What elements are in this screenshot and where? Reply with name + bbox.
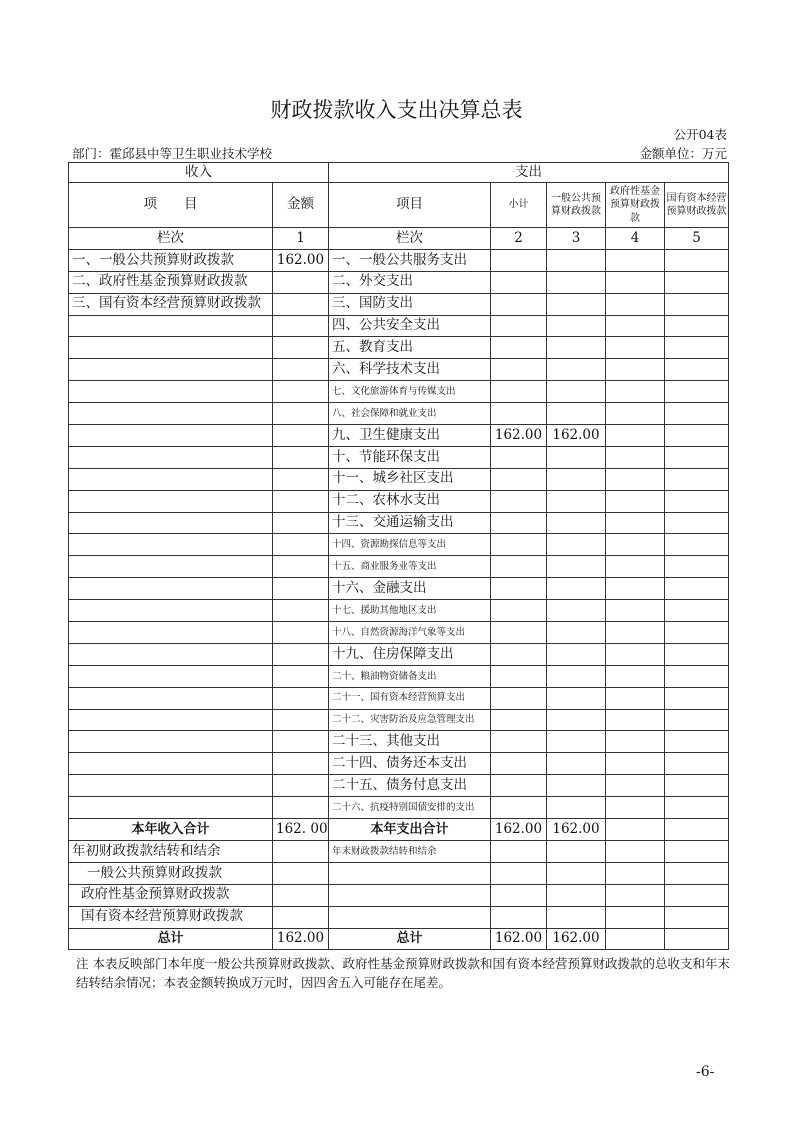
expense-state-capital xyxy=(665,731,729,753)
expense-header: 支出 xyxy=(329,163,729,183)
expense-subtotal xyxy=(491,643,547,665)
table-row xyxy=(69,425,729,447)
carryover-value xyxy=(547,906,606,928)
carryover-income-amount xyxy=(273,862,329,884)
grand-total-row xyxy=(69,928,729,950)
expense-fund-budget xyxy=(606,381,665,403)
expense-total-label: 本年支出合计 xyxy=(329,819,491,841)
income-item xyxy=(69,753,273,775)
carryover-value xyxy=(491,862,547,884)
table-row xyxy=(69,359,729,381)
expense-state-capital xyxy=(665,709,729,731)
expense-state-capital xyxy=(665,753,729,775)
expense-state-capital xyxy=(665,687,729,709)
column-label: 栏次 xyxy=(69,228,273,250)
carryover-expense-item xyxy=(329,862,491,884)
income-amount xyxy=(273,446,329,468)
expense-subtotal xyxy=(491,731,547,753)
carryover-income-amount xyxy=(273,840,329,862)
expense-subtotal xyxy=(491,249,547,271)
carryover-income-item: 国有资本经营预算财政拨款 xyxy=(69,906,273,928)
income-item xyxy=(69,622,273,644)
expense-general-budget xyxy=(547,687,606,709)
expense-subtotal xyxy=(491,359,547,381)
state-capital-header: 国有资本经营预算财政拨款 xyxy=(665,183,729,228)
column-3: 3 xyxy=(547,228,606,250)
expense-fund-budget xyxy=(606,687,665,709)
table-row xyxy=(69,315,729,337)
expense-item: 十、节能环保支出 xyxy=(329,446,491,468)
table-row xyxy=(69,293,729,315)
carryover-row xyxy=(69,906,729,928)
income-amount xyxy=(273,337,329,359)
income-item xyxy=(69,337,273,359)
income-item xyxy=(69,534,273,556)
income-item: 二、政府性基金预算财政拨款 xyxy=(69,271,273,293)
expense-general-budget xyxy=(547,293,606,315)
general-budget-header: 一般公共预算财政拨款 xyxy=(547,183,606,228)
income-amount xyxy=(273,359,329,381)
income-item xyxy=(69,797,273,819)
expense-item: 九、卫生健康支出 xyxy=(329,425,491,447)
expense-subtotal xyxy=(491,775,547,797)
expense-subtotal xyxy=(491,534,547,556)
expense-state-capital xyxy=(665,315,729,337)
expense-item: 四、公共安全支出 xyxy=(329,315,491,337)
expense-state-capital xyxy=(665,249,729,271)
column-1: 1 xyxy=(273,228,329,250)
income-item xyxy=(69,359,273,381)
table-row xyxy=(69,687,729,709)
expense-fund-budget xyxy=(606,425,665,447)
income-item xyxy=(69,425,273,447)
expense-state-capital xyxy=(665,271,729,293)
carryover-row xyxy=(69,862,729,884)
income-amount xyxy=(273,293,329,315)
expense-state-capital xyxy=(665,490,729,512)
expense-item: 二十四、债务还本支出 xyxy=(329,753,491,775)
expense-item: 二十六、抗疫特别国债安排的支出 xyxy=(329,797,491,819)
income-amount xyxy=(273,709,329,731)
expense-state-capital xyxy=(665,381,729,403)
income-item: 三、国有资本经营预算财政拨款 xyxy=(69,293,273,315)
expense-subtotal xyxy=(491,337,547,359)
expense-state-capital xyxy=(665,425,729,447)
header-row-columns xyxy=(69,183,729,228)
expense-state-capital xyxy=(665,337,729,359)
expense-total-state xyxy=(665,819,729,841)
expense-general-budget xyxy=(547,643,606,665)
expense-subtotal xyxy=(491,578,547,600)
expense-general-budget xyxy=(547,271,606,293)
expense-general-budget xyxy=(547,249,606,271)
carryover-row xyxy=(69,840,729,862)
income-item-header: 项 目 xyxy=(69,183,273,228)
expense-general-budget xyxy=(547,512,606,534)
table-row xyxy=(69,797,729,819)
expense-item: 五、教育支出 xyxy=(329,337,491,359)
carryover-income-amount xyxy=(273,884,329,906)
table-row xyxy=(69,446,729,468)
fund-budget-header: 政府性基金预算财政拨款 xyxy=(606,183,665,228)
carryover-expense-item xyxy=(329,884,491,906)
expense-item: 十八、自然资源海洋气象等支出 xyxy=(329,622,491,644)
expense-subtotal: 162.00 xyxy=(491,425,547,447)
expense-item: 二、外交支出 xyxy=(329,271,491,293)
department-label: 部门：霍邱县中等卫生职业技术学校 xyxy=(72,146,273,161)
expense-fund-budget xyxy=(606,731,665,753)
expense-state-capital xyxy=(665,293,729,315)
expense-fund-budget xyxy=(606,775,665,797)
column-4: 4 xyxy=(606,228,665,250)
income-item xyxy=(69,381,273,403)
carryover-expense-item: 年末财政拨款结转和结余 xyxy=(329,840,491,862)
carryover-value xyxy=(547,862,606,884)
expense-general-budget xyxy=(547,468,606,490)
carryover-value xyxy=(491,906,547,928)
carryover-value xyxy=(665,906,729,928)
income-amount xyxy=(273,622,329,644)
table-row xyxy=(69,643,729,665)
form-number: 公开04表 xyxy=(673,127,727,142)
expense-fund-budget xyxy=(606,446,665,468)
table-row xyxy=(69,271,729,293)
expense-fund-budget xyxy=(606,293,665,315)
column-2: 2 xyxy=(491,228,547,250)
income-amount xyxy=(273,468,329,490)
expense-total-subtotal: 162.00 xyxy=(491,819,547,841)
carryover-value xyxy=(606,906,665,928)
expense-fund-budget xyxy=(606,753,665,775)
income-item xyxy=(69,446,273,468)
expense-item: 二十、粮油物资储备支出 xyxy=(329,665,491,687)
expense-general-budget xyxy=(547,753,606,775)
expense-subtotal xyxy=(491,687,547,709)
expense-general-budget xyxy=(547,709,606,731)
table-row xyxy=(69,534,729,556)
expense-general-budget xyxy=(547,578,606,600)
expense-subtotal xyxy=(491,753,547,775)
expense-total-label: 总计 xyxy=(329,928,491,950)
expense-general-budget: 162.00 xyxy=(547,425,606,447)
table-row xyxy=(69,622,729,644)
expense-subtotal xyxy=(491,315,547,337)
expense-general-budget xyxy=(547,446,606,468)
expense-subtotal xyxy=(491,622,547,644)
income-amount xyxy=(273,271,329,293)
table-row xyxy=(69,403,729,425)
income-amount xyxy=(273,665,329,687)
income-header: 收入 xyxy=(69,163,329,183)
expense-item: 八、社会保障和就业支出 xyxy=(329,403,491,425)
income-item xyxy=(69,468,273,490)
table-row xyxy=(69,249,729,271)
income-item: 一、一般公共预算财政拨款 xyxy=(69,249,273,271)
income-total-label: 总计 xyxy=(69,928,273,950)
carryover-value xyxy=(606,884,665,906)
expense-fund-budget xyxy=(606,578,665,600)
carryover-value xyxy=(665,840,729,862)
expense-general-budget xyxy=(547,337,606,359)
expense-state-capital xyxy=(665,622,729,644)
expense-item: 六、科学技术支出 xyxy=(329,359,491,381)
income-item xyxy=(69,731,273,753)
carryover-value xyxy=(606,862,665,884)
expense-fund-budget xyxy=(606,600,665,622)
income-amount xyxy=(273,425,329,447)
income-amount: 162.00 xyxy=(273,249,329,271)
expense-item: 二十二、灾害防治及应急管理支出 xyxy=(329,709,491,731)
expense-general-budget xyxy=(547,556,606,578)
expense-state-capital xyxy=(665,578,729,600)
expense-subtotal xyxy=(491,490,547,512)
expense-subtotal xyxy=(491,403,547,425)
table-row xyxy=(69,600,729,622)
income-amount xyxy=(273,315,329,337)
table-row xyxy=(69,512,729,534)
page-number: -6- xyxy=(696,1064,715,1080)
unit-label: 金额单位：万元 xyxy=(639,146,727,161)
expense-item: 十六、金融支出 xyxy=(329,578,491,600)
column-label-2: 栏次 xyxy=(329,228,491,250)
expense-state-capital xyxy=(665,643,729,665)
expense-general-budget xyxy=(547,600,606,622)
income-amount xyxy=(273,797,329,819)
income-item xyxy=(69,600,273,622)
income-amount xyxy=(273,403,329,425)
expense-state-capital xyxy=(665,512,729,534)
expense-subtotal xyxy=(491,446,547,468)
carryover-value xyxy=(547,840,606,862)
expense-subtotal xyxy=(491,381,547,403)
income-item xyxy=(69,556,273,578)
expense-fund-budget xyxy=(606,512,665,534)
expense-general-budget xyxy=(547,315,606,337)
expense-item: 十三、交通运输支出 xyxy=(329,512,491,534)
expense-general-budget xyxy=(547,403,606,425)
column-5: 5 xyxy=(665,228,729,250)
carryover-value xyxy=(665,884,729,906)
income-amount xyxy=(273,534,329,556)
amount-header: 金额 xyxy=(273,183,329,228)
income-item xyxy=(69,403,273,425)
year-total-row xyxy=(69,819,729,841)
expense-fund-budget xyxy=(606,709,665,731)
expense-total-subtotal: 162.00 xyxy=(491,928,547,950)
expense-fund-budget xyxy=(606,490,665,512)
income-amount xyxy=(273,643,329,665)
expense-subtotal xyxy=(491,797,547,819)
income-item xyxy=(69,665,273,687)
carryover-row xyxy=(69,884,729,906)
expense-item: 七、文化旅游体育与传媒支出 xyxy=(329,381,491,403)
income-amount xyxy=(273,490,329,512)
table-row xyxy=(69,381,729,403)
expense-fund-budget xyxy=(606,359,665,381)
carryover-expense-item xyxy=(329,906,491,928)
income-amount xyxy=(273,381,329,403)
income-amount xyxy=(273,775,329,797)
expense-fund-budget xyxy=(606,797,665,819)
table-row xyxy=(69,490,729,512)
income-amount xyxy=(273,731,329,753)
expense-subtotal xyxy=(491,271,547,293)
table-row xyxy=(69,709,729,731)
income-total-amount: 162. 00 xyxy=(273,819,329,841)
expense-state-capital xyxy=(665,468,729,490)
carryover-income-item: 政府性基金预算财政拨款 xyxy=(69,884,273,906)
expense-subtotal xyxy=(491,709,547,731)
expense-item: 十五、商业服务业等支出 xyxy=(329,556,491,578)
expense-fund-budget xyxy=(606,556,665,578)
expense-fund-budget xyxy=(606,534,665,556)
income-item xyxy=(69,578,273,600)
income-item xyxy=(69,315,273,337)
income-amount xyxy=(273,578,329,600)
carryover-value xyxy=(491,840,547,862)
page-title: 财政拨款收入支出决算总表 xyxy=(270,98,523,122)
expense-state-capital xyxy=(665,359,729,381)
income-item xyxy=(69,490,273,512)
expense-item-header: 项目 xyxy=(329,183,491,228)
expense-item: 二十五、债务付息支出 xyxy=(329,775,491,797)
expense-item: 十一、城乡社区支出 xyxy=(329,468,491,490)
income-amount xyxy=(273,753,329,775)
expense-total-state xyxy=(665,928,729,950)
expense-item: 二十三、其他支出 xyxy=(329,731,491,753)
expense-state-capital xyxy=(665,556,729,578)
income-amount xyxy=(273,687,329,709)
subtotal-header: 小计 xyxy=(491,183,547,228)
expense-state-capital xyxy=(665,797,729,819)
expense-total-general: 162.00 xyxy=(547,819,606,841)
expense-state-capital xyxy=(665,534,729,556)
expense-general-budget xyxy=(547,731,606,753)
expense-fund-budget xyxy=(606,643,665,665)
income-total-label: 本年收入合计 xyxy=(69,819,273,841)
expense-state-capital xyxy=(665,446,729,468)
expense-fund-budget xyxy=(606,403,665,425)
expense-item: 十二、农林水支出 xyxy=(329,490,491,512)
table-row xyxy=(69,731,729,753)
budget-table xyxy=(68,162,729,950)
expense-fund-budget xyxy=(606,315,665,337)
expense-total-fund xyxy=(606,928,665,950)
footnote: 注 本表反映部门本年度一般公共预算财政拨款、政府性基金预算财政拨款和国有资本经营预算财政拨款的总收支和年末结转结余情况；本表金额转换成万元时，因四舍五入可能存在尾差。 xyxy=(76,956,730,990)
expense-subtotal xyxy=(491,665,547,687)
carryover-value xyxy=(547,884,606,906)
carryover-income-item: 一般公共预算财政拨款 xyxy=(69,862,273,884)
expense-general-budget xyxy=(547,775,606,797)
expense-fund-budget xyxy=(606,271,665,293)
expense-fund-budget xyxy=(606,622,665,644)
expense-item: 三、国防支出 xyxy=(329,293,491,315)
income-item xyxy=(69,643,273,665)
expense-total-fund xyxy=(606,819,665,841)
expense-general-budget xyxy=(547,622,606,644)
expense-fund-budget xyxy=(606,665,665,687)
expense-subtotal xyxy=(491,600,547,622)
expense-subtotal xyxy=(491,512,547,534)
carryover-value xyxy=(665,862,729,884)
table-row xyxy=(69,556,729,578)
expense-general-budget xyxy=(547,665,606,687)
expense-state-capital xyxy=(665,665,729,687)
expense-item: 二十一、国有资本经营预算支出 xyxy=(329,687,491,709)
table-row xyxy=(69,468,729,490)
table-row xyxy=(69,578,729,600)
expense-item: 十七、援助其他地区支出 xyxy=(329,600,491,622)
table-row xyxy=(69,753,729,775)
carryover-income-amount xyxy=(273,906,329,928)
expense-subtotal xyxy=(491,556,547,578)
table-row xyxy=(69,665,729,687)
expense-general-budget xyxy=(547,490,606,512)
carryover-value xyxy=(606,840,665,862)
carryover-value xyxy=(491,884,547,906)
income-amount xyxy=(273,556,329,578)
income-item xyxy=(69,687,273,709)
income-amount xyxy=(273,512,329,534)
column-number-row xyxy=(69,228,729,250)
income-amount xyxy=(273,600,329,622)
carryover-income-item: 年初财政拨款结转和结余 xyxy=(69,840,273,862)
expense-general-budget xyxy=(547,534,606,556)
expense-state-capital xyxy=(665,775,729,797)
income-item xyxy=(69,709,273,731)
expense-fund-budget xyxy=(606,337,665,359)
expense-subtotal xyxy=(491,293,547,315)
expense-subtotal xyxy=(491,468,547,490)
expense-general-budget xyxy=(547,359,606,381)
expense-item: 十九、住房保障支出 xyxy=(329,643,491,665)
expense-item: 十四、资源勘探信息等支出 xyxy=(329,534,491,556)
income-total-amount: 162.00 xyxy=(273,928,329,950)
expense-total-general: 162.00 xyxy=(547,928,606,950)
expense-general-budget xyxy=(547,797,606,819)
expense-general-budget xyxy=(547,381,606,403)
expense-fund-budget xyxy=(606,468,665,490)
expense-fund-budget xyxy=(606,249,665,271)
income-item xyxy=(69,775,273,797)
expense-item: 一、一般公共服务支出 xyxy=(329,249,491,271)
table-row xyxy=(69,775,729,797)
expense-state-capital xyxy=(665,600,729,622)
header-row-group xyxy=(69,163,729,183)
income-item xyxy=(69,512,273,534)
expense-state-capital xyxy=(665,403,729,425)
table-row xyxy=(69,337,729,359)
